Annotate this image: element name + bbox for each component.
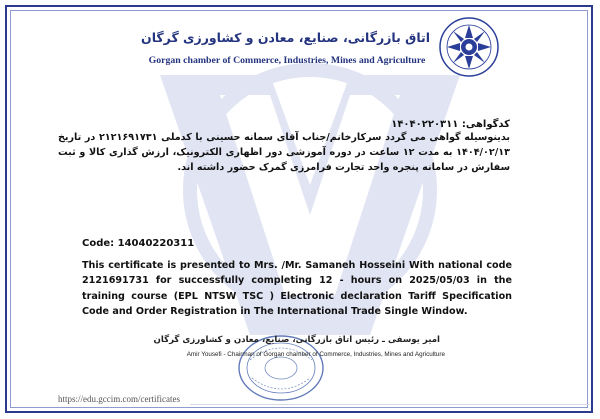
certificate-body-persian: بدینوسیله گواهی می گردد سرکارخانم/جناب آقای سمانه حسینی با کدملی ۲۱۲۱۶۹۱۷۳۱ در تاریخ ۱۴۰۴/۰۲/۱۳ به مدت ۱۲ ساعت در دوره آموزشی دور اظهاری الکترونیک، ارزش گذاری کالا و ثبت سفارش در سامانه پنجره واحد تجارت فرامرزی گمرک حضور داشته اند. <box>58 132 511 173</box>
certificate-code-persian: کدگواهی: ۱۴۰۴۰۲۲۰۳۱۱ <box>391 119 510 130</box>
footer-divider <box>190 404 590 405</box>
signatory-name-english: Amir Yousefi - Chairman of Gorgan chamber of Commerce, Industries, Mines and Agriculture <box>186 351 445 358</box>
chamber-title-english: Gorgan chamber of Commerce, Industries, Mines and Agriculture <box>148 55 426 66</box>
verification-url[interactable]: https://edu.gccim.com/certificates <box>58 394 180 404</box>
certificate-code-english: Code: 14040220311 <box>82 238 195 249</box>
chamber-title-persian: اتاق بازرگانی، صنایع، معادن و کشاورزی گرگان <box>141 30 430 45</box>
signatory-name-persian: امیر یوسفی ـ رئیس اتاق بازرگانی، صنایع، معادن و کشاورزی گرگان <box>153 335 440 345</box>
certificate-body-english: This certificate is presented to Mrs. /Mr. Samaneh Hosseini With national code 2121691731 for successfully completing 12 - hours on 2025/05/03 in the training course (EPL NTSW TSC ) Electronic declaration Tariff Specification Code and Order Registration in The International Trade Single Window. <box>82 260 512 318</box>
chamber-of-commerce-emblem-icon <box>438 16 500 78</box>
